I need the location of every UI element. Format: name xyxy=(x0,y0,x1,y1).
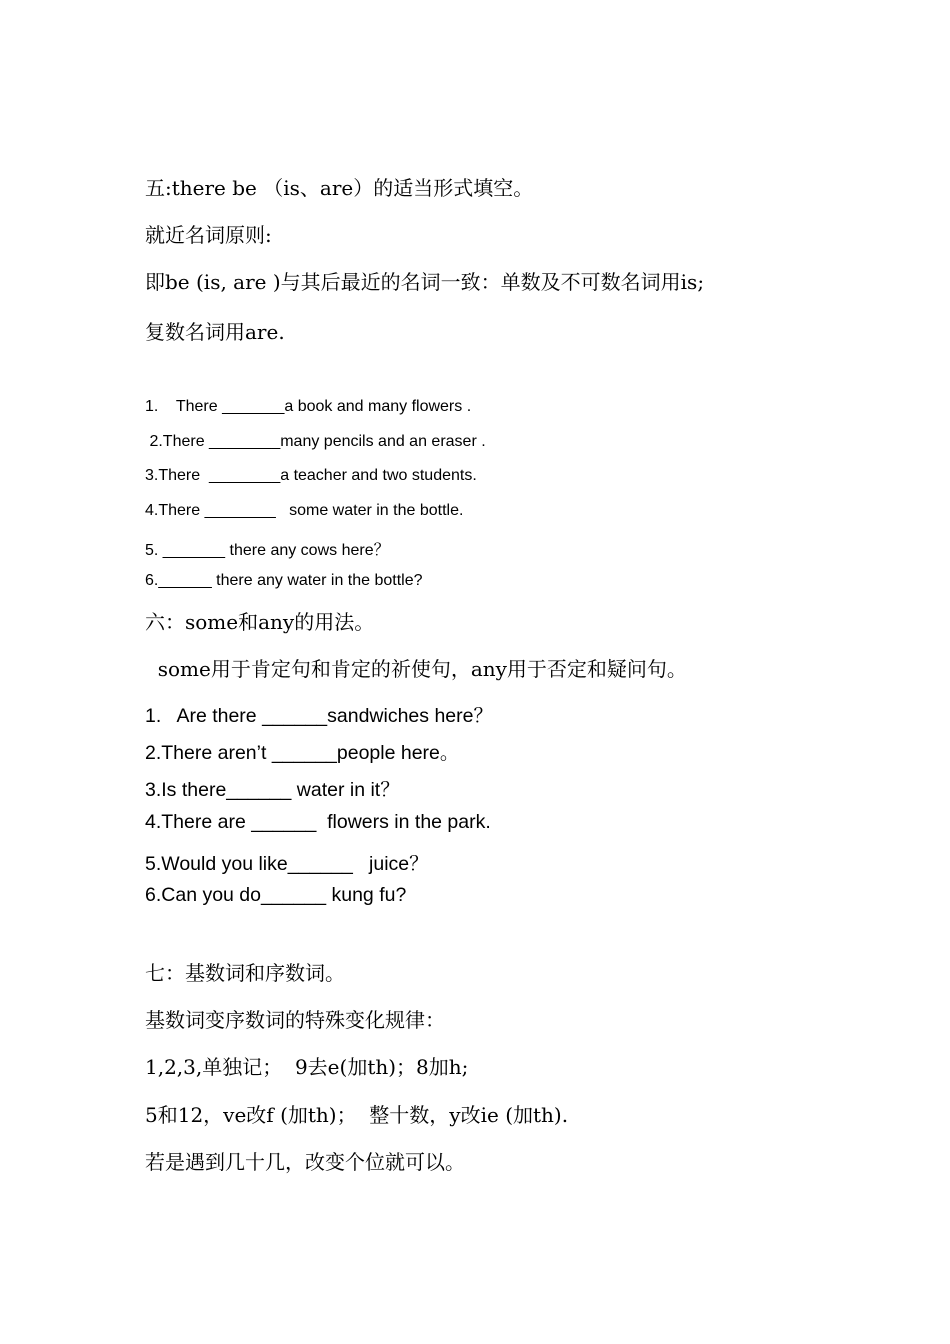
section-6-item: 3.Is there______ water in it？ xyxy=(145,779,400,801)
section-6-item: 5.Would you like______ juice？ xyxy=(145,853,429,875)
section-5-heading: 五:there be （is、are）的适当形式填空。 xyxy=(145,176,534,200)
section-5-item: 4.There ________ some water in the bottle. xyxy=(145,502,464,519)
section-6-item: 1. Are there ______sandwiches here？ xyxy=(145,705,493,727)
section-6-heading: 六：some和any的用法。 xyxy=(145,610,375,634)
section-6-rule: some用于肯定句和肯定的祈使句，any用于否定和疑问句。 xyxy=(145,657,687,681)
section-7-rule-line: 5和12，ve改f (加th)； 整十数，y改ie (加th). xyxy=(145,1103,569,1127)
section-5-item: 1. There _______a book and many flowers . xyxy=(145,398,472,415)
section-5-rule-line-2: 复数名词用are. xyxy=(145,320,285,344)
section-7-rule-title: 基数词变序数词的特殊变化规律： xyxy=(145,1008,445,1032)
section-5-rule-line-1: 即be (is, are )与其后最近的名词一致：单数及不可数名词用is; xyxy=(145,270,705,294)
section-5-item: 3.There ________a teacher and two students. xyxy=(145,467,477,484)
section-6-item: 4.There are ______ flowers in the park. xyxy=(145,811,491,833)
section-7-rule-line: 1,2,3,单独记； 9去e(加th)；8加h; xyxy=(145,1055,469,1079)
section-7-heading: 七：基数词和序数词。 xyxy=(145,961,345,985)
section-5-item: 2.There ________many pencils and an eraser . xyxy=(145,433,486,450)
section-5-item: 6.______ there any water in the bottle? xyxy=(145,572,423,589)
section-6-item: 6.Can you do______ kung fu? xyxy=(145,884,407,906)
section-6-item: 2.There aren’t ______people here。 xyxy=(145,742,460,764)
section-5-rule-title: 就近名词原则: xyxy=(145,223,272,247)
section-7-rule-line: 若是遇到几十几，改变个位就可以。 xyxy=(145,1150,465,1174)
section-5-item: 5. _______ there any cows here？ xyxy=(145,542,390,559)
